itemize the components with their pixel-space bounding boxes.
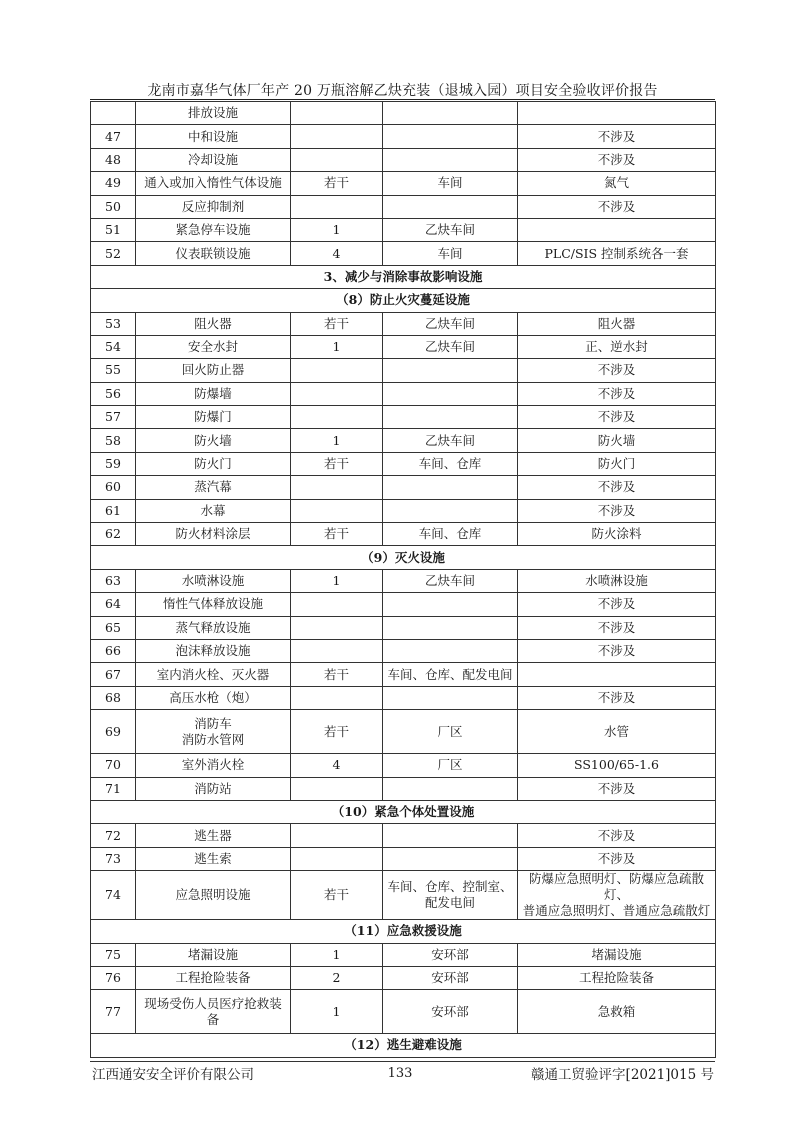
location: 乙炔车间	[383, 218, 518, 241]
location	[383, 382, 518, 405]
cell-line: 普通应急照明灯、普通应急疏散灯	[522, 903, 711, 919]
row-number: 55	[91, 359, 136, 382]
table-row	[91, 966, 716, 989]
table-row	[91, 569, 716, 592]
location	[383, 871, 518, 920]
facility-name: 室外消火栓	[136, 754, 291, 777]
facility-name: 防爆门	[136, 406, 291, 429]
row-number: 74	[91, 871, 136, 920]
table-row	[91, 312, 716, 335]
quantity: 1	[291, 218, 383, 241]
quantity	[291, 847, 383, 870]
quantity: 若干	[291, 312, 383, 335]
facility-name: 中和设施	[136, 125, 291, 148]
remarks: 防火门	[518, 452, 716, 475]
remarks	[518, 990, 716, 1034]
quantity	[291, 102, 383, 125]
remarks	[518, 663, 716, 686]
facility-name	[136, 871, 291, 920]
remarks: 水喷淋设施	[518, 569, 716, 592]
location	[383, 824, 518, 847]
section-heading: （10）紧急个体处置设施	[91, 800, 716, 823]
table-row	[91, 102, 716, 125]
remarks	[518, 871, 716, 920]
row-number: 52	[91, 242, 136, 265]
table-row	[91, 710, 716, 754]
section-heading: （12）逃生避难设施	[91, 1034, 716, 1057]
row-number: 50	[91, 195, 136, 218]
row-number: 66	[91, 639, 136, 662]
table-row	[91, 847, 716, 870]
facility-name: 泡沫释放设施	[136, 639, 291, 662]
row-number: 67	[91, 663, 136, 686]
quantity	[291, 148, 383, 171]
section-row	[91, 800, 716, 823]
location: 乙炔车间	[383, 569, 518, 592]
row-number: 63	[91, 569, 136, 592]
location: 乙炔车间	[383, 429, 518, 452]
remarks: 不涉及	[518, 125, 716, 148]
table-row	[91, 943, 716, 966]
remarks	[518, 710, 716, 754]
quantity	[291, 616, 383, 639]
cell-line: 现场受伤人员医疗抢救装	[144, 995, 282, 1011]
row-number: 75	[91, 943, 136, 966]
table-row	[91, 499, 716, 522]
remarks: 不涉及	[518, 686, 716, 709]
facility-name: 防爆墙	[136, 382, 291, 405]
location: 厂区	[383, 754, 518, 777]
location	[383, 148, 518, 171]
table-row	[91, 382, 716, 405]
facility-name: 工程抢险装备	[136, 966, 291, 989]
row-number: 69	[91, 710, 136, 754]
facility-name: 水喷淋设施	[136, 569, 291, 592]
location: 乙炔车间	[383, 335, 518, 358]
location	[383, 616, 518, 639]
cell-line: 厂区	[437, 723, 463, 739]
table-row	[91, 452, 716, 475]
table-row	[91, 429, 716, 452]
table-row	[91, 871, 716, 920]
quantity	[291, 593, 383, 616]
page-number: 133	[387, 1066, 413, 1081]
row-number: 65	[91, 616, 136, 639]
section-heading: 3、减少与消除事故影响设施	[91, 265, 716, 288]
quantity	[291, 382, 383, 405]
header-divider	[90, 99, 715, 100]
remarks: 防火墙	[518, 429, 716, 452]
location: 乙炔车间	[383, 312, 518, 335]
section-row	[91, 920, 716, 943]
row-number: 64	[91, 593, 136, 616]
row-number: 72	[91, 824, 136, 847]
quantity	[291, 125, 383, 148]
quantity: 4	[291, 242, 383, 265]
remarks: 不涉及	[518, 195, 716, 218]
page-header-title: 龙南市嘉华气体厂年产 20 万瓶溶解乙炔充装（退城入园）项目安全验收评价报告	[147, 83, 658, 99]
table-row	[91, 125, 716, 148]
quantity: 1	[291, 990, 383, 1034]
quantity: 若干	[291, 452, 383, 475]
location: 车间、仓库	[383, 452, 518, 475]
section-row	[91, 265, 716, 288]
facility-name: 防火门	[136, 452, 291, 475]
table-row	[91, 824, 716, 847]
table-row	[91, 359, 716, 382]
quantity: 1	[291, 569, 383, 592]
facility-name: 安全水封	[136, 335, 291, 358]
quantity	[291, 639, 383, 662]
location	[383, 990, 518, 1034]
row-number: 62	[91, 523, 136, 546]
location: 车间、仓库、配发电间	[383, 663, 518, 686]
cell-line: 配发电间	[424, 895, 475, 911]
location: 车间	[383, 242, 518, 265]
facility-name: 阻火器	[136, 312, 291, 335]
remarks: 氮气	[518, 172, 716, 195]
remarks: SS100/65-1.6	[518, 754, 716, 777]
location: 车间	[383, 172, 518, 195]
cell-line: 车间、仓库、控制室、	[387, 879, 513, 895]
remarks	[518, 218, 716, 241]
table-row	[91, 195, 716, 218]
row-number: 56	[91, 382, 136, 405]
facility-name: 惰性气体释放设施	[136, 593, 291, 616]
quantity: 4	[291, 754, 383, 777]
facilities-table	[90, 101, 716, 1058]
row-number: 54	[91, 335, 136, 358]
table-row	[91, 616, 716, 639]
location	[383, 195, 518, 218]
table-row	[91, 406, 716, 429]
location	[383, 125, 518, 148]
location	[383, 359, 518, 382]
table-row	[91, 639, 716, 662]
remarks: 不涉及	[518, 476, 716, 499]
remarks: 堵漏设施	[518, 943, 716, 966]
table-row	[91, 777, 716, 800]
quantity	[291, 406, 383, 429]
section-heading: （8）防止火灾蔓延设施	[91, 289, 716, 312]
location	[383, 639, 518, 662]
cell-line: 消防水管网	[181, 731, 245, 747]
footer-divider	[90, 1061, 715, 1062]
section-heading: （11）应急救援设施	[91, 920, 716, 943]
quantity	[291, 824, 383, 847]
quantity	[291, 499, 383, 522]
footer-document-number: 赣通工贸验评字[2021]015 号	[531, 1067, 714, 1083]
facility-name: 仪表联锁设施	[136, 242, 291, 265]
quantity	[291, 777, 383, 800]
location	[383, 686, 518, 709]
table-row	[91, 172, 716, 195]
quantity: 1	[291, 429, 383, 452]
remarks: 不涉及	[518, 382, 716, 405]
row-number: 73	[91, 847, 136, 870]
table-row	[91, 242, 716, 265]
facility-name: 通入或加入惰性气体设施	[136, 172, 291, 195]
row-number: 53	[91, 312, 136, 335]
table-row	[91, 663, 716, 686]
row-number: 77	[91, 990, 136, 1034]
remarks: 阻火器	[518, 312, 716, 335]
row-number: 61	[91, 499, 136, 522]
remarks: 不涉及	[518, 499, 716, 522]
section-row	[91, 1034, 716, 1057]
location	[383, 406, 518, 429]
facility-name: 消防站	[136, 777, 291, 800]
row-number: 60	[91, 476, 136, 499]
row-number: 51	[91, 218, 136, 241]
facility-name: 逃生索	[136, 847, 291, 870]
quantity: 若干	[291, 523, 383, 546]
cell-line: 备	[206, 1011, 220, 1027]
remarks: 不涉及	[518, 148, 716, 171]
table-row	[91, 148, 716, 171]
remarks: PLC/SIS 控制系统各一套	[518, 242, 716, 265]
facility-name: 紧急停车设施	[136, 218, 291, 241]
remarks: 正、逆水封	[518, 335, 716, 358]
cell-line: 安环部	[431, 1003, 469, 1019]
facility-name: 防火材料涂层	[136, 523, 291, 546]
facility-name: 回火防止器	[136, 359, 291, 382]
quantity	[291, 686, 383, 709]
remarks	[518, 102, 716, 125]
section-row	[91, 289, 716, 312]
row-number	[91, 102, 136, 125]
cell-line: 水管	[603, 723, 629, 739]
remarks: 不涉及	[518, 593, 716, 616]
section-row	[91, 546, 716, 569]
table-row	[91, 990, 716, 1034]
row-number: 48	[91, 148, 136, 171]
table-row	[91, 476, 716, 499]
location	[383, 710, 518, 754]
quantity: 1	[291, 943, 383, 966]
facility-name: 逃生器	[136, 824, 291, 847]
location	[383, 777, 518, 800]
table-row	[91, 593, 716, 616]
location: 安环部	[383, 966, 518, 989]
quantity: 1	[291, 335, 383, 358]
facility-name: 防火墙	[136, 429, 291, 452]
quantity: 若干	[291, 710, 383, 754]
facility-name: 反应抑制剂	[136, 195, 291, 218]
cell-line: 应急照明设施	[175, 887, 251, 903]
location: 车间、仓库	[383, 523, 518, 546]
row-number: 58	[91, 429, 136, 452]
location	[383, 499, 518, 522]
cell-line: 防爆应急照明灯、防爆应急疏散灯、	[528, 871, 704, 903]
remarks: 防火涂料	[518, 523, 716, 546]
location	[383, 476, 518, 499]
facility-name: 堵漏设施	[136, 943, 291, 966]
quantity: 若干	[291, 172, 383, 195]
quantity: 若干	[291, 663, 383, 686]
cell-line: 消防车	[194, 715, 232, 731]
location: 安环部	[383, 943, 518, 966]
facility-name: 水幕	[136, 499, 291, 522]
remarks: 不涉及	[518, 639, 716, 662]
quantity	[291, 359, 383, 382]
table-row	[91, 218, 716, 241]
facility-name	[136, 710, 291, 754]
row-number: 59	[91, 452, 136, 475]
row-number: 57	[91, 406, 136, 429]
row-number: 70	[91, 754, 136, 777]
quantity	[291, 476, 383, 499]
quantity: 2	[291, 966, 383, 989]
remarks: 工程抢险装备	[518, 966, 716, 989]
location	[383, 847, 518, 870]
row-number: 47	[91, 125, 136, 148]
table-row	[91, 686, 716, 709]
facility-name: 蒸汽幕	[136, 476, 291, 499]
remarks: 不涉及	[518, 616, 716, 639]
table-row	[91, 754, 716, 777]
facility-name: 高压水枪（炮）	[136, 686, 291, 709]
row-number: 71	[91, 777, 136, 800]
table-row	[91, 335, 716, 358]
facility-name: 蒸气释放设施	[136, 616, 291, 639]
remarks: 不涉及	[518, 777, 716, 800]
facility-name	[136, 990, 291, 1034]
row-number: 68	[91, 686, 136, 709]
remarks: 不涉及	[518, 847, 716, 870]
quantity	[291, 195, 383, 218]
footer-company: 江西通安安全评价有限公司	[92, 1067, 254, 1083]
quantity: 若干	[291, 871, 383, 920]
cell-line: 急救箱	[597, 1003, 636, 1019]
remarks: 不涉及	[518, 359, 716, 382]
row-number: 76	[91, 966, 136, 989]
row-number: 49	[91, 172, 136, 195]
facility-name: 室内消火栓、灭火器	[136, 663, 291, 686]
facility-name: 排放设施	[136, 102, 291, 125]
remarks: 不涉及	[518, 406, 716, 429]
section-heading: （9）灭火设施	[91, 546, 716, 569]
location	[383, 102, 518, 125]
table-row	[91, 523, 716, 546]
facility-name: 冷却设施	[136, 148, 291, 171]
location	[383, 593, 518, 616]
remarks: 不涉及	[518, 824, 716, 847]
